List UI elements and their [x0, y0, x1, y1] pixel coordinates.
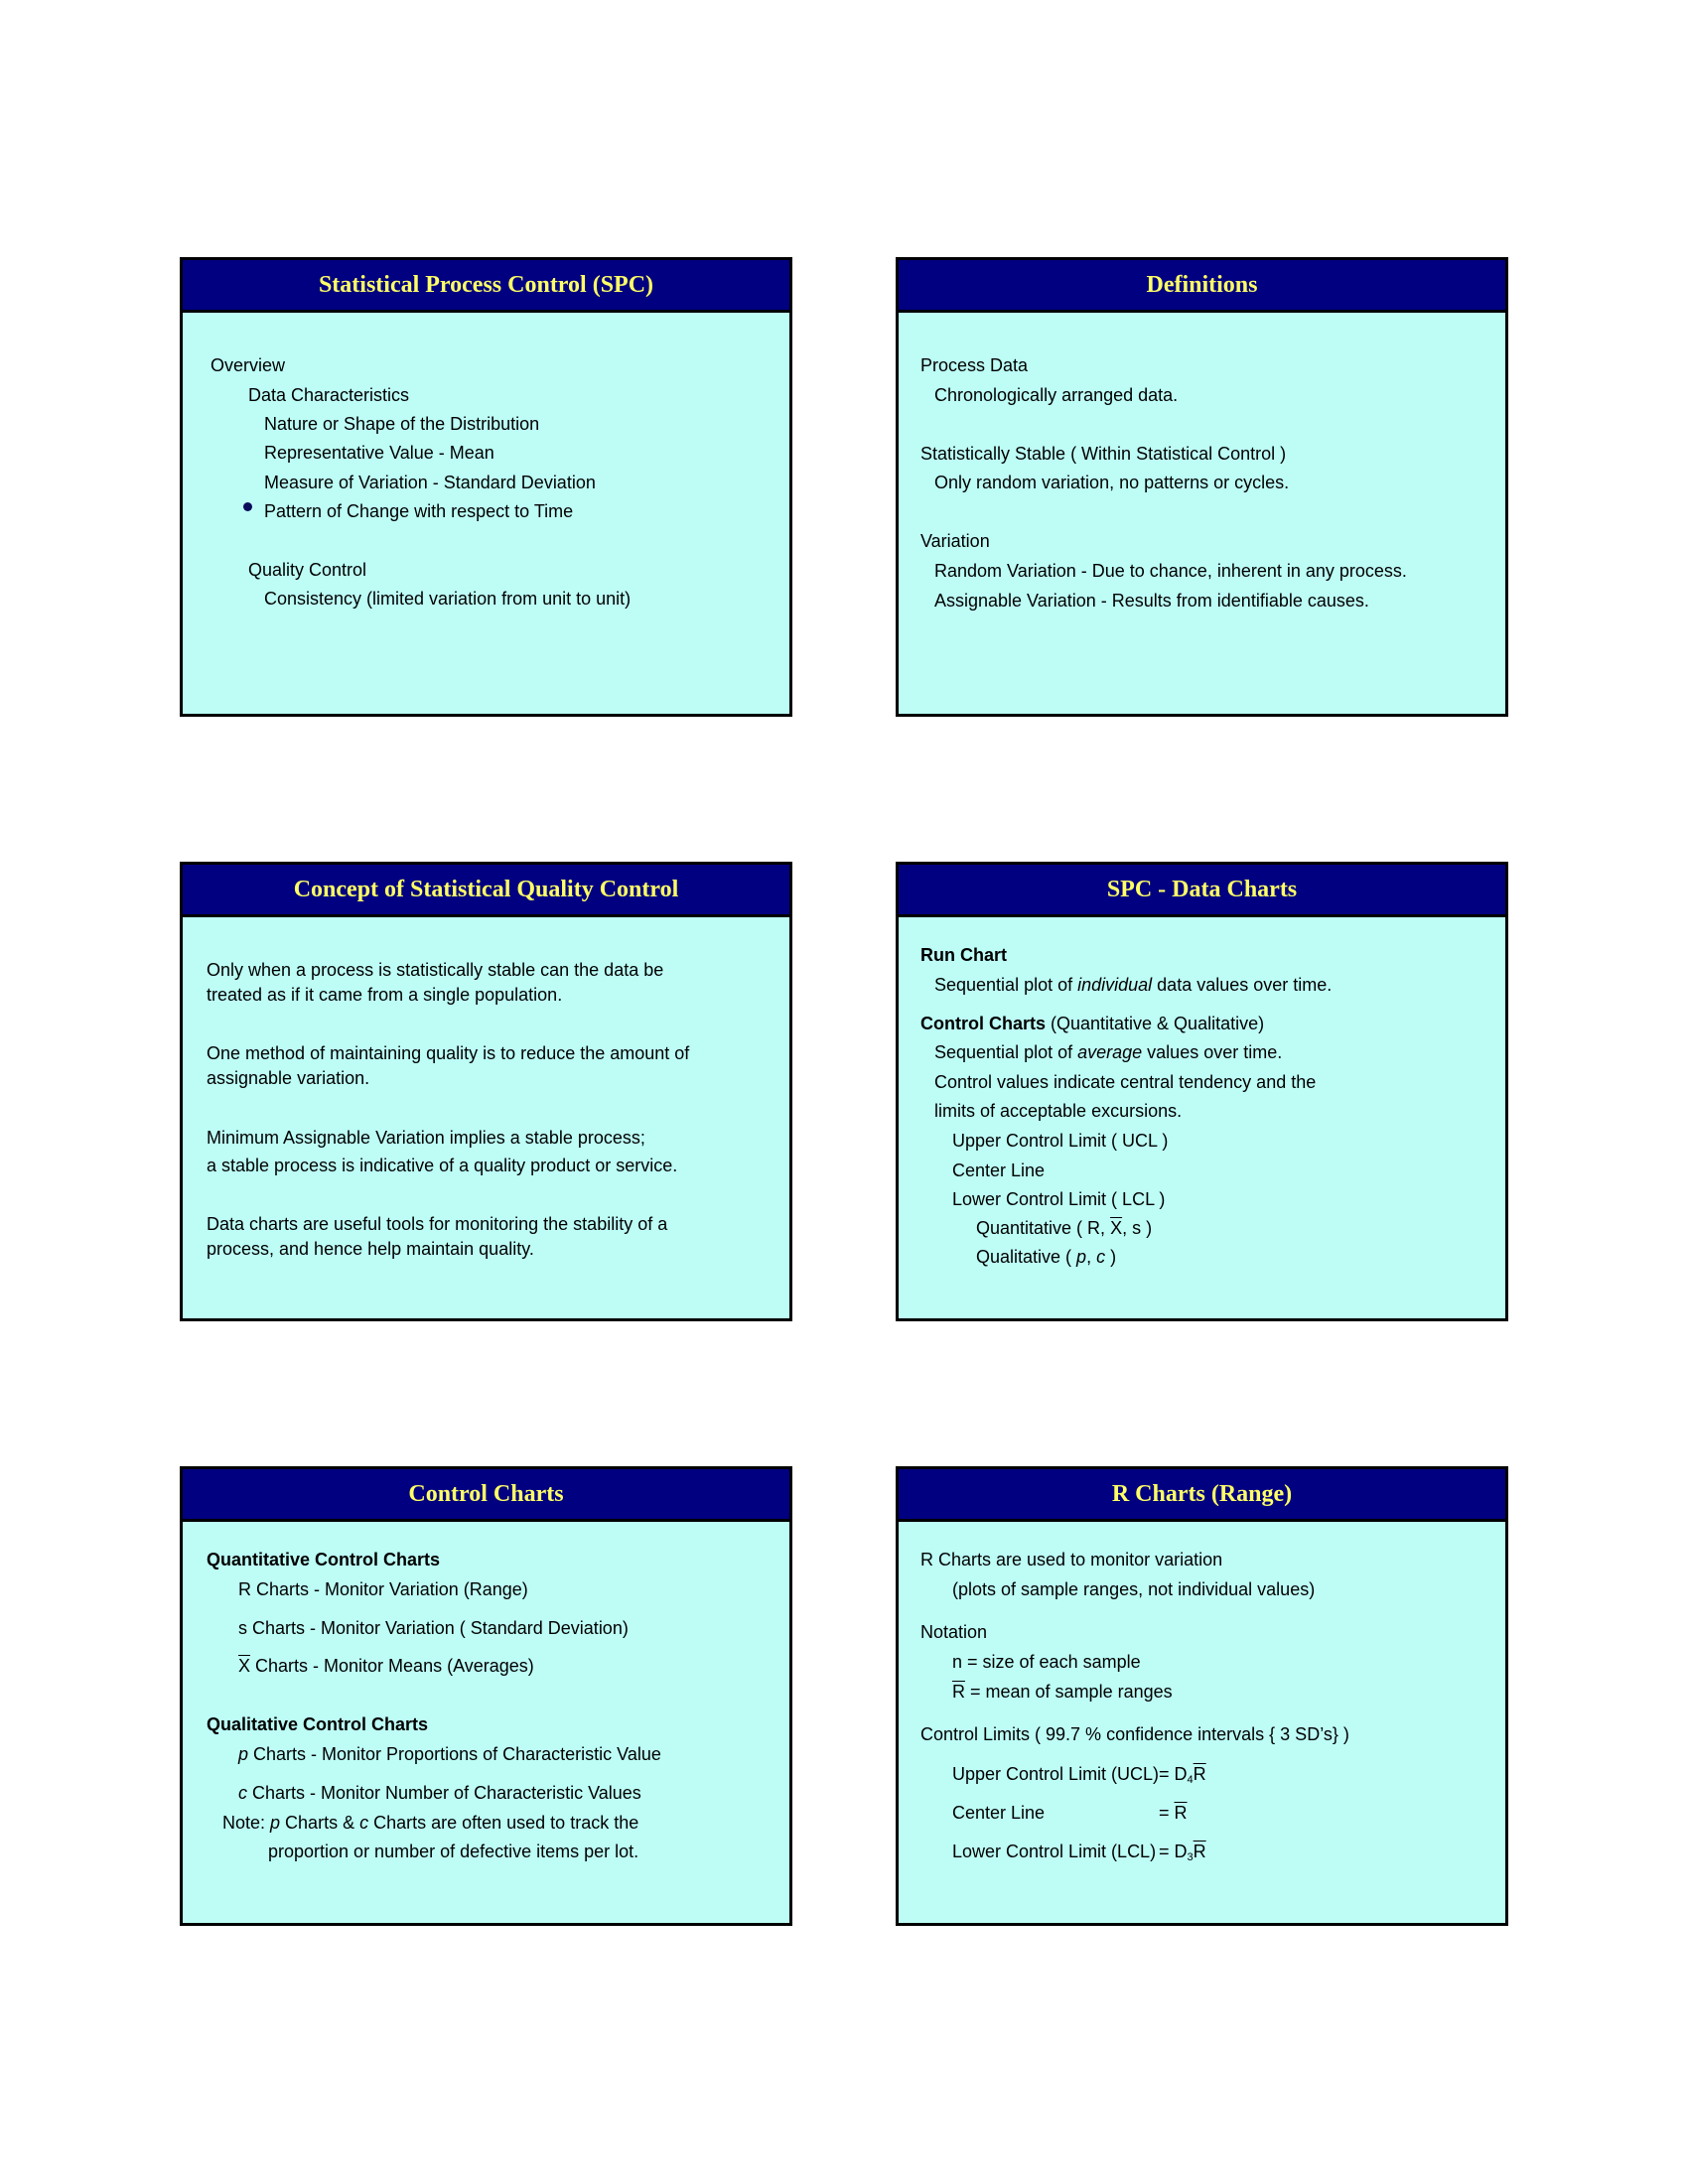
quantitative-heading: Quantitative Control Charts	[207, 1550, 441, 1570]
c-symbol: c	[1096, 1247, 1106, 1267]
text-span: Charts &	[280, 1813, 360, 1833]
x-bar-symbol: $\overline{X}$	[1110, 1218, 1123, 1238]
p-symbol: p	[270, 1813, 281, 1833]
subscript: 3	[1187, 1851, 1194, 1863]
text-span: )	[1105, 1247, 1117, 1267]
text-line: process, and hence help maintain quality.	[207, 1239, 534, 1259]
p-symbol: p	[1076, 1247, 1087, 1267]
n-definition: n = size of each sample	[952, 1652, 1141, 1672]
text-line: Measure of Variation - Standard Deviation	[264, 473, 596, 492]
lcl-formula	[1159, 1842, 1206, 1861]
slide-header	[899, 1469, 1505, 1522]
center-line: Center Line	[952, 1160, 1046, 1180]
bullet-icon	[243, 502, 252, 511]
text-line: Consistency (limited variation from unit to unit)	[264, 589, 632, 609]
qualitative-line	[976, 1247, 1116, 1267]
slide-header	[183, 260, 789, 313]
text-line: a stable process is indicative of a quality product or service.	[207, 1156, 678, 1175]
text-line: Variation	[920, 531, 990, 551]
qualitative-heading: Qualitative Control Charts	[207, 1714, 429, 1734]
slide-header	[899, 260, 1505, 313]
slide-title: R Charts (Range)	[1111, 1481, 1293, 1507]
p-symbol: p	[238, 1744, 249, 1764]
r-bar-symbol: $\overline{R}$	[1174, 1803, 1188, 1823]
text-span: data values over time.	[1152, 975, 1333, 995]
slide-control-charts	[180, 1466, 792, 1926]
text-span: Sequential plot of	[934, 975, 1078, 995]
slide-title: Control Charts	[408, 1481, 564, 1507]
text-line: Control values indicate central tendency and the	[934, 1072, 1317, 1092]
text-line: Pattern of Change with respect to Time	[264, 501, 574, 521]
ucl-label: Upper Control Limit (UCL)	[952, 1764, 1160, 1784]
text-line: Data Characteristics	[248, 385, 410, 405]
x-chart-line	[238, 1656, 534, 1676]
text-span: Charts are often used to track the	[368, 1813, 639, 1833]
r-chart-line: R Charts - Monitor Variation (Range)	[238, 1579, 528, 1599]
text-span: (Quantitative & Qualitative)	[1046, 1014, 1265, 1033]
quantitative-line	[976, 1218, 1152, 1238]
text-span: Quantitative ( R,	[976, 1218, 1111, 1238]
text-line: treated as if it came from a single population.	[207, 985, 563, 1005]
lcl-label: Lower Control Limit (LCL)	[952, 1842, 1157, 1861]
text-span: Sequential plot of	[934, 1042, 1078, 1062]
rbar-definition	[952, 1682, 1173, 1702]
text-line: Random Variation - Due to chance, inherent in any process.	[934, 561, 1407, 581]
emphasis-text: average	[1077, 1042, 1143, 1062]
text-line: Overview	[211, 355, 286, 375]
text-line: limits of acceptable excursions.	[934, 1101, 1183, 1121]
run-chart-heading: Run Chart	[920, 945, 1007, 965]
slide-concept-sqc	[180, 862, 792, 1321]
lcl-line: Lower Control Limit ( LCL )	[952, 1189, 1166, 1209]
text-line: Representative Value - Mean	[264, 443, 494, 463]
c-symbol: c	[238, 1783, 247, 1803]
control-limits-heading: Control Limits ( 99.7 % confidence intervals { 3 SD’s} )	[920, 1724, 1349, 1744]
text-span: = mean of sample ranges	[965, 1682, 1173, 1702]
text-line: Process Data	[920, 355, 1029, 375]
ucl-line: Upper Control Limit ( UCL )	[952, 1131, 1169, 1151]
slide-spc-data-charts	[896, 862, 1508, 1321]
notation-heading: Notation	[920, 1622, 988, 1642]
center-formula	[1159, 1803, 1188, 1823]
heading-text: Control Charts	[920, 1014, 1046, 1033]
slide-spc-overview	[180, 257, 792, 717]
r-bar-symbol: $\overline{R}$	[1193, 1764, 1206, 1784]
intro-line-2: (plots of sample ranges, not individual values)	[952, 1579, 1316, 1599]
text-line: Quality Control	[248, 560, 367, 580]
r-bar-symbol: $\overline{R}$	[1193, 1842, 1206, 1861]
text-span: values over time.	[1142, 1042, 1283, 1062]
slide-title: Concept of Statistical Quality Control	[293, 877, 679, 902]
text-span: Charts - Monitor Means (Averages)	[250, 1656, 534, 1676]
text-line: Data charts are useful tools for monitoring the stability of a	[207, 1214, 668, 1234]
text-line: assignable variation.	[207, 1068, 370, 1088]
subscript: 4	[1187, 1774, 1194, 1786]
c-symbol: c	[359, 1813, 369, 1833]
emphasis-text: individual	[1077, 975, 1153, 995]
center-label: Center Line	[952, 1803, 1046, 1823]
text-line: One method of maintaining quality is to reduce the amount of	[207, 1043, 690, 1063]
slide-title: Definitions	[1146, 272, 1258, 298]
text-line: Assignable Variation - Results from identifiable causes.	[934, 591, 1369, 611]
control-charts-heading	[920, 1014, 1264, 1033]
r-bar-symbol: $\overline{R}$	[952, 1682, 965, 1702]
intro-line: R Charts are used to monitor variation	[920, 1550, 1223, 1570]
run-chart-description	[934, 975, 1332, 995]
slide-header	[183, 1469, 789, 1522]
text-span: Qualitative (	[976, 1247, 1077, 1267]
text-span: ,	[1086, 1247, 1097, 1267]
c-chart-line	[238, 1783, 641, 1803]
text-span: = D	[1159, 1764, 1188, 1784]
s-chart-line: s Charts - Monitor Variation ( Standard Deviation)	[238, 1618, 629, 1638]
slide-header	[899, 865, 1505, 917]
text-line: Only random variation, no patterns or cycles.	[934, 473, 1290, 492]
note-line-2: proportion or number of defective items per lot.	[268, 1842, 639, 1861]
slide-r-charts	[896, 1466, 1508, 1926]
text-span: Charts - Monitor Proportions of Characteristic Value	[248, 1744, 661, 1764]
slide-header	[183, 865, 789, 917]
slide-definitions	[896, 257, 1508, 717]
text-line: Only when a process is statistically stable can the data be	[207, 960, 664, 980]
text-span: =	[1159, 1803, 1175, 1823]
x-bar-symbol: $\overline{X}$	[238, 1656, 251, 1676]
slide-title: SPC - Data Charts	[1106, 877, 1298, 902]
text-span: , s )	[1122, 1218, 1153, 1238]
text-line: Chronologically arranged data.	[934, 385, 1179, 405]
text-line: Nature or Shape of the Distribution	[264, 414, 540, 434]
slide-title: Statistical Process Control (SPC)	[318, 272, 654, 298]
control-charts-description	[934, 1042, 1282, 1062]
text-span: = D	[1159, 1842, 1188, 1861]
ucl-formula	[1159, 1764, 1206, 1784]
text-line: Minimum Assignable Variation implies a stable process;	[207, 1128, 645, 1148]
p-chart-line	[238, 1744, 661, 1764]
text-line: Statistically Stable ( Within Statistical Control )	[920, 444, 1287, 464]
text-span: Charts - Monitor Number of Characteristic Values	[247, 1783, 641, 1803]
text-span: Note:	[222, 1813, 271, 1833]
note-line	[222, 1813, 638, 1833]
